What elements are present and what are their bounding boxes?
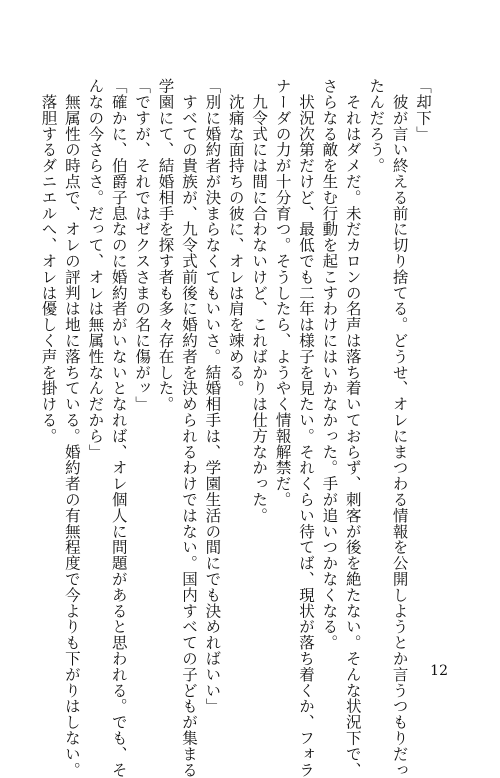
text-line: 九令式には間に合わないけど、こればかりは仕方なかった。 xyxy=(250,78,269,524)
body-text xyxy=(39,78,434,778)
text-line: 学園にて、結婚相手を探す者も多々存在した。 xyxy=(156,78,175,412)
text-line: さらなる敵を生む行動を起こすわけにはいかなかった。手が追いつかなくなる。 xyxy=(320,78,339,651)
text-line: んなの今さらさ。だって、オレは無属性なんだから」 xyxy=(86,78,105,460)
text-line: 落胆するダニエルへ、オレは優しく声を掛ける。 xyxy=(39,78,58,444)
text-line: 「別に婚約者が決まらなくてもいいさ。結婚相手は、学園生活の間にでも決めればいい」 xyxy=(203,78,222,714)
text-line: 「却下」 xyxy=(414,78,432,142)
text-line: 彼が言い終える前に切り捨てる。どうせ、オレにまつわる情報を公開しようとか言うつもりだっ xyxy=(390,78,409,778)
text-line: たんだろう。 xyxy=(367,78,386,174)
text-line: 状況次第だけど、最低でも二年は様子を見たい。それくらい待てば、現状が落ち着くか、フォラ xyxy=(296,78,315,778)
text-line: 沈痛な面持ちの彼に、オレは肩を竦める。 xyxy=(226,78,245,396)
text-line: 無属性の時点で、オレの評判は地に落ちている。婚約者の有無程度で今よりも下がりはしない。 xyxy=(62,78,81,778)
text-line: ナーダの力が十分育つ。そうしたら、ようやく情報解禁だ。 xyxy=(273,78,292,508)
text-line: 「ですが、それではゼクスさまの名に傷がッ」 xyxy=(133,78,152,412)
text-line: 「確かに、伯爵子息なのに婚約者がいないとなれば、オレ個人に問題があると思われる。でも、そ xyxy=(109,78,128,778)
text-line: すべての貴族が、九令式前後に婚約者を決められるわけではない。国内すべての子どもが集まる xyxy=(179,78,198,778)
page-number: 12 xyxy=(430,663,448,679)
text-line: それはダメだ。未だカロンの名声は落ち着いておらず、刺客が後を絶たない。そんな状況下で、 xyxy=(343,78,362,778)
